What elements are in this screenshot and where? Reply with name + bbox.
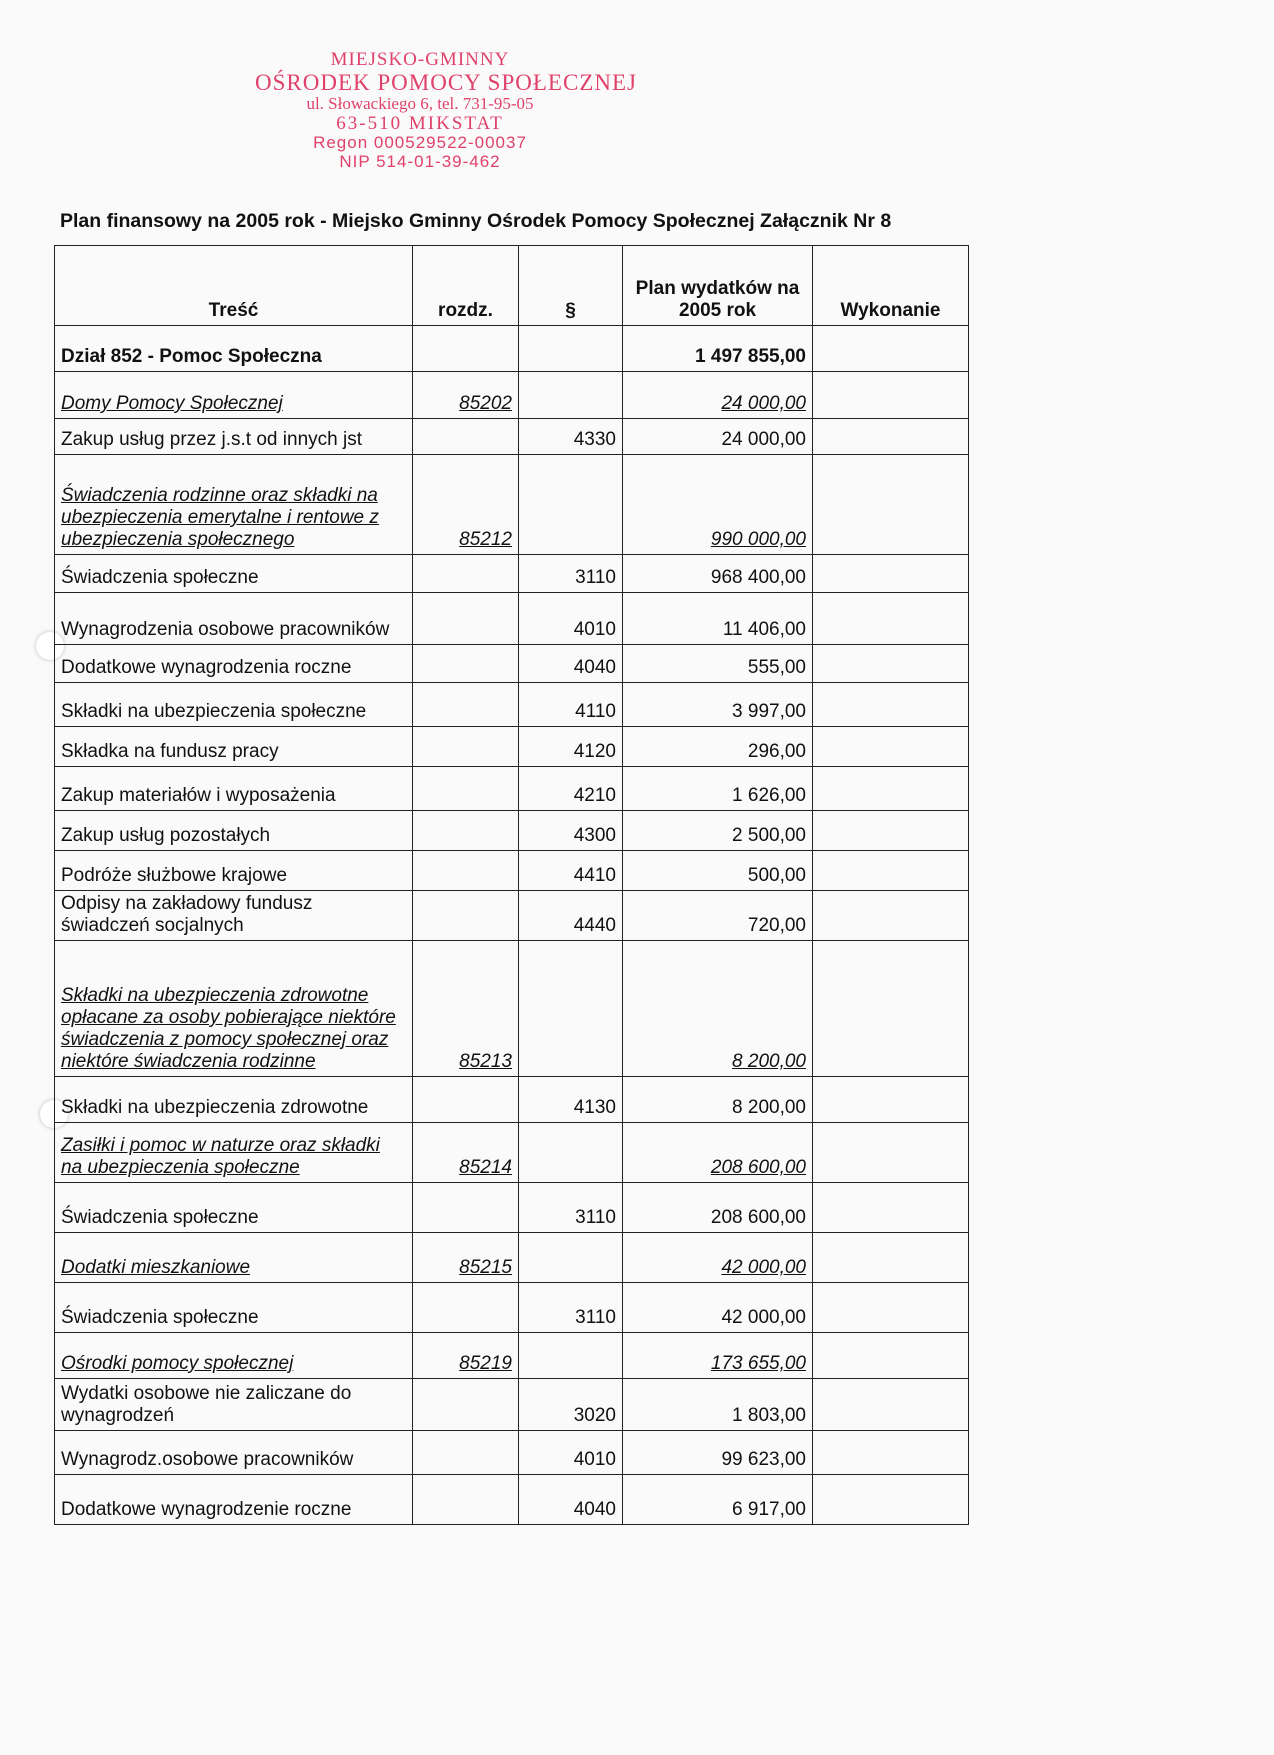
row-description: Dział 852 - Pomoc Społeczna bbox=[55, 326, 413, 372]
row-wykonanie bbox=[813, 767, 969, 811]
row-plan-amount: 11 406,00 bbox=[623, 593, 813, 645]
row-plan-amount: 990 000,00 bbox=[623, 455, 813, 555]
row-paragraph: 3110 bbox=[519, 1283, 623, 1333]
row-description: Domy Pomocy Społecznej bbox=[55, 372, 413, 419]
table-row bbox=[55, 1283, 969, 1333]
row-rozdzial bbox=[413, 811, 519, 851]
row-description: Wynagrodz.osobowe pracowników bbox=[55, 1431, 413, 1475]
row-plan-amount: 24 000,00 bbox=[623, 419, 813, 455]
row-rozdzial bbox=[413, 1475, 519, 1525]
row-plan-amount: 173 655,00 bbox=[623, 1333, 813, 1379]
row-paragraph: 4040 bbox=[519, 645, 623, 683]
row-wykonanie bbox=[813, 727, 969, 767]
row-wykonanie bbox=[813, 811, 969, 851]
row-wykonanie bbox=[813, 1475, 969, 1525]
row-plan-amount: 2 500,00 bbox=[623, 811, 813, 851]
row-wykonanie bbox=[813, 1283, 969, 1333]
row-wykonanie bbox=[813, 372, 969, 419]
stamp-line: OŚRODEK POMOCY SPOŁECZNEJ bbox=[255, 69, 637, 95]
row-plan-amount: 500,00 bbox=[623, 851, 813, 891]
row-description: Świadczenia rodzinne oraz składki na ubezpieczenia emerytalne i rentowe z ubezpieczenia społecznego bbox=[55, 455, 413, 555]
row-wykonanie bbox=[813, 851, 969, 891]
row-description: Zasiłki i pomoc w naturze oraz składki na ubezpieczenia społeczne bbox=[55, 1123, 413, 1183]
row-plan-amount: 42 000,00 bbox=[623, 1283, 813, 1333]
row-wykonanie bbox=[813, 419, 969, 455]
dzial-row bbox=[55, 326, 969, 372]
row-rozdzial bbox=[413, 593, 519, 645]
table-row bbox=[55, 1077, 969, 1123]
row-wykonanie bbox=[813, 455, 969, 555]
row-paragraph: 4410 bbox=[519, 851, 623, 891]
row-description: Świadczenia społeczne bbox=[55, 1183, 413, 1233]
row-description: Odpisy na zakładowy fundusz świadczeń socjalnych bbox=[55, 891, 413, 941]
row-wykonanie bbox=[813, 1431, 969, 1475]
row-paragraph: 3110 bbox=[519, 1183, 623, 1233]
row-plan-amount: 6 917,00 bbox=[623, 1475, 813, 1525]
row-plan-amount: 555,00 bbox=[623, 645, 813, 683]
row-plan-amount: 24 000,00 bbox=[623, 372, 813, 419]
table-row bbox=[55, 811, 969, 851]
row-rozdzial: 85213 bbox=[413, 941, 519, 1077]
row-plan-amount: 968 400,00 bbox=[623, 555, 813, 593]
row-rozdzial bbox=[413, 1183, 519, 1233]
row-paragraph: 4210 bbox=[519, 767, 623, 811]
row-rozdzial bbox=[413, 851, 519, 891]
table-row bbox=[55, 1379, 969, 1431]
row-rozdzial bbox=[413, 767, 519, 811]
row-rozdzial bbox=[413, 555, 519, 593]
row-plan-amount: 1 803,00 bbox=[623, 1379, 813, 1431]
row-wykonanie bbox=[813, 1123, 969, 1183]
row-description: Składki na ubezpieczenia zdrowotne opłacane za osoby pobierające niektóre świadczenia z pomocy społecznej oraz niektóre świadczenia rodzinne bbox=[55, 941, 413, 1077]
header-plan: Plan wydatków na 2005 rok bbox=[623, 246, 813, 326]
row-description: Zakup usług przez j.s.t od innych jst bbox=[55, 419, 413, 455]
table-row bbox=[55, 1431, 969, 1475]
row-paragraph bbox=[519, 941, 623, 1077]
table-body bbox=[55, 326, 969, 1525]
row-rozdzial: 85214 bbox=[413, 1123, 519, 1183]
table-row bbox=[55, 1183, 969, 1233]
table-row bbox=[55, 419, 969, 455]
row-plan-amount: 3 997,00 bbox=[623, 683, 813, 727]
row-wykonanie bbox=[813, 1379, 969, 1431]
row-rozdzial: 85219 bbox=[413, 1333, 519, 1379]
row-description: Dodatki mieszkaniowe bbox=[55, 1233, 413, 1283]
stamp-line: MIEJSKO-GMINNY bbox=[330, 49, 510, 70]
row-rozdzial: 85202 bbox=[413, 372, 519, 419]
row-description: Dodatkowe wynagrodzenia roczne bbox=[55, 645, 413, 683]
row-description: Świadczenia społeczne bbox=[55, 1283, 413, 1333]
row-description: Składki na ubezpieczenia społeczne bbox=[55, 683, 413, 727]
row-plan-amount: 296,00 bbox=[623, 727, 813, 767]
table-row bbox=[55, 767, 969, 811]
document-title: Plan finansowy na 2005 rok - Miejsko Gminny Ośrodek Pomocy Społecznej Załącznik Nr 8 bbox=[60, 210, 892, 232]
header-paragraph: § bbox=[519, 246, 623, 326]
row-rozdzial bbox=[413, 645, 519, 683]
section-row bbox=[55, 455, 969, 555]
table-header-row bbox=[55, 246, 969, 326]
row-paragraph: 3020 bbox=[519, 1379, 623, 1431]
row-plan-amount: 1 497 855,00 bbox=[623, 326, 813, 372]
row-wykonanie bbox=[813, 891, 969, 941]
header-wykonanie: Wykonanie bbox=[813, 246, 969, 326]
row-rozdzial bbox=[413, 1077, 519, 1123]
row-plan-amount: 1 626,00 bbox=[623, 767, 813, 811]
stamp-line: ul. Słowackiego 6, tel. 731-95-05 bbox=[306, 94, 534, 114]
row-description: Ośrodki pomocy społecznej bbox=[55, 1333, 413, 1379]
table-row bbox=[55, 891, 969, 941]
row-paragraph: 4040 bbox=[519, 1475, 623, 1525]
row-plan-amount: 720,00 bbox=[623, 891, 813, 941]
row-plan-amount: 208 600,00 bbox=[623, 1183, 813, 1233]
row-paragraph bbox=[519, 372, 623, 419]
row-rozdzial: 85212 bbox=[413, 455, 519, 555]
row-description: Podróże służbowe krajowe bbox=[55, 851, 413, 891]
row-wykonanie bbox=[813, 1077, 969, 1123]
table-row bbox=[55, 683, 969, 727]
row-rozdzial: 85215 bbox=[413, 1233, 519, 1283]
section-row bbox=[55, 1333, 969, 1379]
section-row bbox=[55, 1123, 969, 1183]
row-wykonanie bbox=[813, 1233, 969, 1283]
section-row bbox=[55, 941, 969, 1077]
row-description: Zakup usług pozostałych bbox=[55, 811, 413, 851]
section-row bbox=[55, 372, 969, 419]
row-wykonanie bbox=[813, 555, 969, 593]
row-paragraph: 4110 bbox=[519, 683, 623, 727]
row-wykonanie bbox=[813, 645, 969, 683]
row-plan-amount: 99 623,00 bbox=[623, 1431, 813, 1475]
row-description: Zakup materiałów i wyposażenia bbox=[55, 767, 413, 811]
stamp-line: 63-510 MIKSTAT bbox=[336, 112, 504, 134]
row-description: Składka na fundusz pracy bbox=[55, 727, 413, 767]
table-row bbox=[55, 727, 969, 767]
row-rozdzial bbox=[413, 1379, 519, 1431]
row-wykonanie bbox=[813, 683, 969, 727]
row-rozdzial bbox=[413, 326, 519, 372]
row-wykonanie bbox=[813, 1333, 969, 1379]
table-row bbox=[55, 851, 969, 891]
table-row bbox=[55, 1475, 969, 1525]
header-rozdz: rozdz. bbox=[413, 246, 519, 326]
row-rozdzial bbox=[413, 683, 519, 727]
row-paragraph: 4010 bbox=[519, 1431, 623, 1475]
row-paragraph: 4010 bbox=[519, 593, 623, 645]
row-wykonanie bbox=[813, 1183, 969, 1233]
row-paragraph: 4120 bbox=[519, 727, 623, 767]
institution-stamp bbox=[255, 49, 637, 171]
row-plan-amount: 208 600,00 bbox=[623, 1123, 813, 1183]
header-tresc: Treść bbox=[55, 246, 413, 326]
row-rozdzial bbox=[413, 891, 519, 941]
row-paragraph: 4300 bbox=[519, 811, 623, 851]
row-wykonanie bbox=[813, 941, 969, 1077]
row-description: Wynagrodzenia osobowe pracowników bbox=[55, 593, 413, 645]
stamp-line: NIP 514-01-39-462 bbox=[339, 151, 501, 171]
row-description: Składki na ubezpieczenia zdrowotne bbox=[55, 1077, 413, 1123]
row-plan-amount: 42 000,00 bbox=[623, 1233, 813, 1283]
row-description: Świadczenia społeczne bbox=[55, 555, 413, 593]
row-rozdzial bbox=[413, 1283, 519, 1333]
row-paragraph: 4440 bbox=[519, 891, 623, 941]
financial-plan-table bbox=[54, 245, 969, 1525]
stamp-line: Regon 000529522-00037 bbox=[313, 133, 527, 153]
row-paragraph bbox=[519, 1333, 623, 1379]
row-wykonanie bbox=[813, 593, 969, 645]
row-paragraph: 4330 bbox=[519, 419, 623, 455]
row-plan-amount: 8 200,00 bbox=[623, 1077, 813, 1123]
row-paragraph bbox=[519, 1123, 623, 1183]
row-wykonanie bbox=[813, 326, 969, 372]
section-row bbox=[55, 1233, 969, 1283]
table-row bbox=[55, 645, 969, 683]
row-paragraph bbox=[519, 455, 623, 555]
row-paragraph bbox=[519, 1233, 623, 1283]
row-rozdzial bbox=[413, 419, 519, 455]
row-paragraph bbox=[519, 326, 623, 372]
row-description: Wydatki osobowe nie zaliczane do wynagrodzeń bbox=[55, 1379, 413, 1431]
row-description: Dodatkowe wynagrodzenie roczne bbox=[55, 1475, 413, 1525]
row-paragraph: 3110 bbox=[519, 555, 623, 593]
row-plan-amount: 8 200,00 bbox=[623, 941, 813, 1077]
row-rozdzial bbox=[413, 727, 519, 767]
row-paragraph: 4130 bbox=[519, 1077, 623, 1123]
row-rozdzial bbox=[413, 1431, 519, 1475]
table-row bbox=[55, 555, 969, 593]
table-row bbox=[55, 593, 969, 645]
